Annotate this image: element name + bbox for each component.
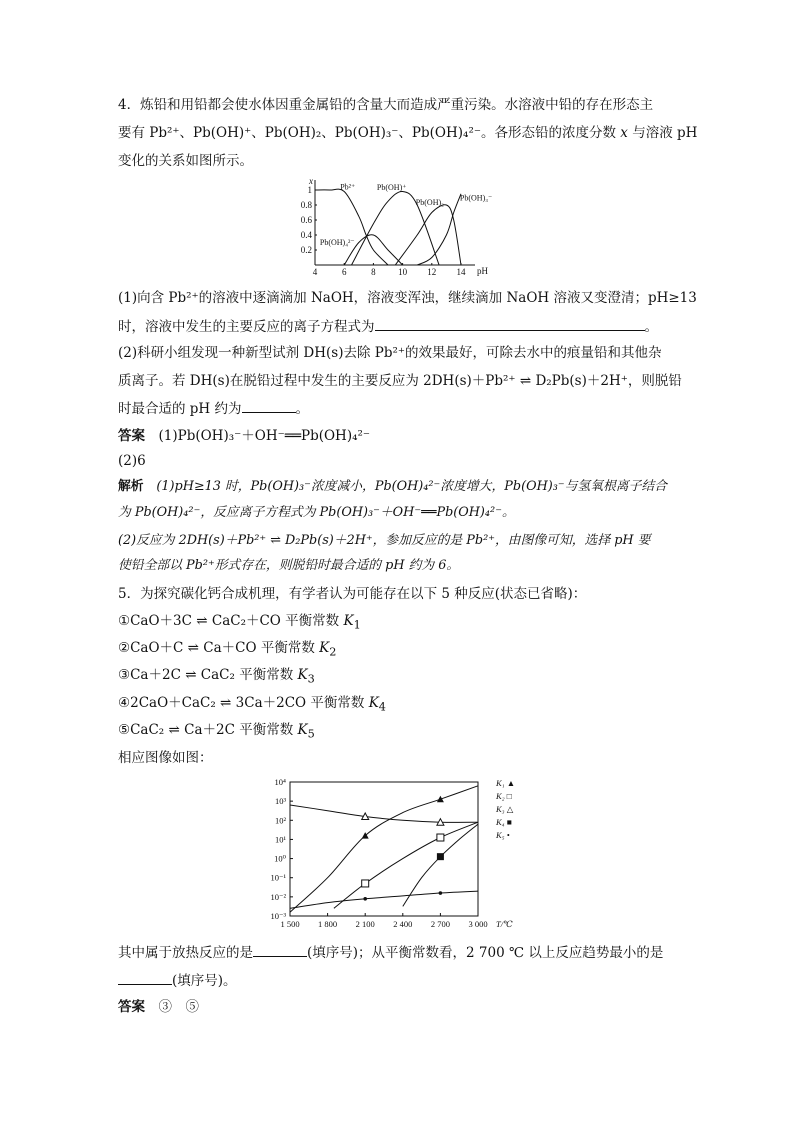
marker-k5 [363,897,367,901]
y-tick-label: 10³ [274,796,286,807]
y-tick-label: 0.6 [300,215,312,225]
q4-explain-1: (1)pH≥13 时，Pb(OH)₃⁻浓度减小，Pb(OH)₄²⁻浓度增大，Pb(OH)₃⁻与氢氧根离子结合 [156,479,667,494]
marker-k1 [437,796,444,803]
q5-figure-intro: 相应图像如图： [118,750,213,766]
q5-k1-symbol: K [343,613,354,629]
series-line-k5 [290,891,478,908]
y-tick-label: 10¹ [274,834,286,845]
x-tick-label: 6 [341,267,347,277]
q4-explain-line3: (2)反应为 2DH(s)＋Pb²⁺ ⇌ D₂Pb(s)＋2H⁺，参加反应的是 Pb²⁺，由图像可知，选择 pH 要 [118,533,651,548]
marker-k5 [439,891,443,895]
x-tick-label: 8 [371,267,376,277]
q4-sub2-line3 [118,399,694,419]
q4-sub2-line1: (2)科研小组发现一种新型试剂 DH(s)去除 Pb²⁺的效果最好，可除去水中的痕量铅和其他杂 [118,345,662,361]
q4-explain-line2: 为 Pb(OH)₄²⁻，反应离子方程式为 Pb(OH)₃⁻＋OH⁻══Pb(OH)₄²⁻。 [118,505,515,520]
q5-reaction-1-text: ①CaO＋3C ⇌ CaC₂＋CO 平衡常数 [118,613,340,629]
q5-question-text-a: 其中属于放热反应的是 [118,945,253,961]
q4-answer-line1 [118,427,694,446]
series-label: Pb(OH)₄²⁻ [319,238,355,247]
q4-sub2-end: 。 [295,401,309,417]
q5-question-text-c: (填序号)。 [172,973,237,989]
q5-exothermic-blank[interactable] [253,943,307,957]
q4-answer-line2: (2)6 [118,453,146,469]
q5-answer-label: 答案 [118,999,145,1015]
q5-answer: ③ ⑤ [158,999,199,1015]
x-tick-label: 2 700 [430,919,450,929]
marker-k4 [437,853,444,860]
x-axis-label: pH [477,266,488,276]
series-line-k3 [290,805,478,822]
q4-explain-line4: 使铅全部以 Pb²⁺形式存在，则脱铅时最合适的 pH 约为 6。 [118,558,460,573]
q5-k3-sub: 3 [307,672,315,686]
q5-k2-symbol: K [319,640,330,656]
q4-answer-1: (1)Pb(OH)₃⁻＋OH⁻══Pb(OH)₄²⁻ [158,428,371,444]
q4-stem-line2-tail: 与溶液 pH [632,125,698,141]
series-label: Pb(OH)₂ [415,198,444,207]
q4-explain-label: 解析 [118,479,144,494]
q5-least-trend-blank[interactable] [118,971,172,985]
q4-sub1-line2 [118,317,694,337]
q5-k5-sub: 5 [307,727,315,741]
y-tick-label: 1 [307,185,312,195]
x-tick-label: 12 [427,267,437,277]
y-tick-label: 10⁻² [270,891,286,902]
y-tick-label: 0.8 [300,200,312,210]
q5-reaction-5-text: ⑤CaC₂ ⇌ Ca＋2C 平衡常数 [118,722,294,738]
legend-entry: K₁ ▲ [496,778,516,788]
marker-k2 [362,880,369,887]
marker-k2 [437,834,444,841]
q4-sub1-text: 时，溶液中发生的主要反应的离子方程式为 [118,319,375,335]
q5-reaction-3 [118,666,694,689]
q5-k2-sub: 2 [329,645,337,659]
x-tick-label: 1 800 [318,919,338,929]
plot-frame [290,782,478,916]
y-tick-label: 10² [274,815,286,826]
q5-reaction-2-text: ②CaO＋C ⇌ Ca＋CO 平衡常数 [118,640,315,656]
y-tick-label: 10⁻³ [270,911,286,921]
legend-entry: K₄ ■ [496,817,512,827]
q5-reaction-5 [118,721,694,744]
y-tick-label: 0.4 [300,230,312,240]
q5-answer-line [118,998,694,1017]
x-tick-label: 2 100 [355,919,375,929]
y-tick-label: 0.2 [300,245,312,255]
legend-entry: K₂ □ [496,791,512,801]
series-label: Pb(OH)₃⁻ [459,193,493,203]
x-tick-label: 3 000 [468,919,488,929]
series-label: Pb²⁺ [340,182,356,192]
q5-k1-sub: 1 [353,618,361,632]
q5-reaction-4 [118,694,694,717]
q5-reaction-3-text: ③Ca＋2C ⇌ CaC₂ 平衡常数 [118,667,294,683]
lead-species-chart [290,176,504,280]
x-tick-label: 4 [312,267,318,277]
q5-stem: 5．为探究碳化钙合成机理，有学者认为可能存在以下 5 种反应(状态已省略)： [118,586,587,602]
q5-reaction-4-text: ④2CaO＋CaC₂ ⇌ 3Ca＋2CO 平衡常数 [118,695,365,711]
legend-entry: K₅ • [496,830,510,840]
q4-stem-line1: 4．炼铅和用铅都会使水体因重金属铅的含量大而造成严重污染。水溶液中铅的存在形态主 [118,97,654,113]
q4-sub2-line2: 质离子。若 DH(s)在脱铅过程中发生的主要反应为 2DH(s)＋Pb²⁺ ⇌ D₂Pb(s)＋2H⁺，则脱铅 [118,373,682,389]
q5-reaction-1 [118,612,694,635]
q4-sub1-line1: (1)向含 Pb²⁺的溶液中逐滴滴加 NaOH，溶液变浑浊，继续滴加 NaOH 溶液又变澄清；pH≥13 [118,290,697,306]
y-tick-label: 10⁻¹ [270,872,286,883]
q5-k3-symbol: K [297,667,308,683]
q5-reaction-2 [118,639,694,662]
series-label: Pb(OH)⁺ [376,182,407,192]
q4-sub1-answer-blank[interactable] [375,317,645,331]
x-tick-label: 1 500 [280,919,300,929]
q5-k4-symbol: K [368,695,379,711]
q4-stem-line3: 变化的关系如图所示。 [118,153,253,169]
y-axis-label: x [309,176,313,186]
legend-entry: K₃ △ [496,804,514,814]
q5-question-line1 [118,943,694,963]
x-tick-label: 10 [398,267,408,277]
x-tick-label: 2 400 [393,919,413,929]
q4-answer-label: 答案 [118,428,145,444]
y-tick-label: 10⁰ [274,853,286,864]
q4-stem-var: x [620,125,628,141]
q5-k5-symbol: K [297,722,308,738]
equilibrium-constant-chart [254,774,530,934]
series-line-k1 [290,786,478,912]
y-tick-label: 10⁴ [274,777,286,787]
q5-k4-sub: 4 [378,700,386,714]
q4-stem-line2-text: 要有 Pb²⁺、Pb(OH)⁺、Pb(OH)₂、Pb(OH)₃⁻、Pb(OH)₄²⁻。各形态铅的浓度分数 [118,125,616,141]
x-tick-label: 14 [456,267,466,277]
q4-sub2-answer-blank[interactable] [242,399,296,413]
q4-explain-line1 [118,477,694,496]
q4-sub2-text: 时最合适的 pH 约为 [118,401,242,417]
q4-sub1-end: 。 [644,319,658,335]
q4-stem-line2 [118,124,698,143]
q5-question-line2 [118,971,694,991]
q5-question-text-b: (填序号)；从平衡常数看，2 700 ℃ 以上反应趋势最小的是 [307,945,664,961]
x-axis-label: T/℃ [496,919,513,929]
